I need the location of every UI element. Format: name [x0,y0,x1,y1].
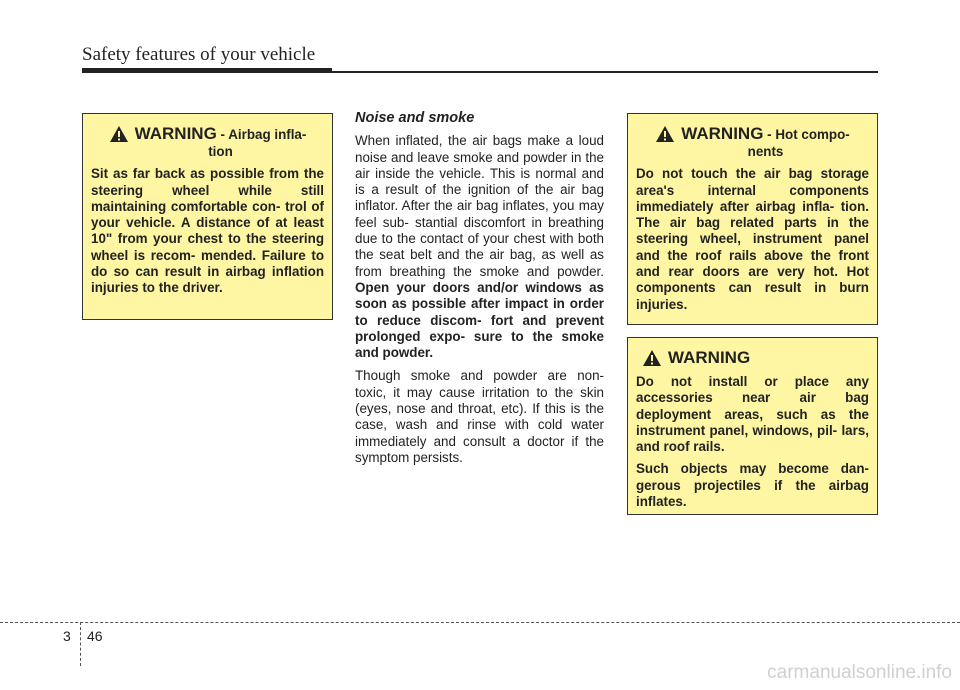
section-paragraph-1 [355,133,604,361]
warning-subtitle: - Hot compo- [767,127,850,142]
warning-triangle-icon [642,349,662,367]
section-title: Noise and smoke [355,110,475,126]
header-title: Safety features of your vehicle [82,44,316,65]
warning-heading [91,124,324,160]
header-rule-thick [82,68,332,73]
section-p1-bold: Open your doors and/or windows as soon as possible after impact in order to reduce discom- fort and prevent prolonged expo- sure to the smoke and powder. [355,279,604,361]
chapter-number: 3 [63,628,71,644]
warning-triangle-icon [655,125,675,143]
noise-and-smoke-section [355,110,604,473]
section-paragraph-2: Though smoke and powder are non- toxic, it may cause irritation to the skin (eyes, nose and throat, etc). If this is the case, wash and rinse with cold water immediately and consult a doctor if the symptom persists. [355,368,604,465]
footer-divider [0,622,960,623]
warning-label: WARNING [681,124,764,143]
warning-heading [636,124,869,160]
warning-box-hot-components [627,113,878,325]
warning-text-2: Such objects may become dan- gerous projectiles if the airbag inflates. [636,461,869,510]
watermark-text: carmanualsonline.info [767,662,952,683]
warning-box-airbag-inflation [82,113,333,320]
footer-page-separator [80,622,81,666]
warning-box-accessories [627,337,878,515]
warning-subtitle-cont: tion [208,144,233,159]
section-p1-normal: When inflated, the air bags make a loud noise and leave smoke and powder in the air inside the vehicle. This is normal and is a result of the ignition of the air bag inflator. After the air bag inflates, you may feel sub- stantial discomfort in breathing due to the contact of your chest with both the seat belt and the air bag, as well as from breathing the smoke and powder. [355,133,604,279]
page-number: 46 [87,628,103,644]
warning-subtitle: - Airbag infla- [220,127,307,142]
header-rule [82,68,878,73]
warning-triangle-icon [109,125,129,143]
header-rule-thin [332,71,878,73]
warning-label: WARNING [134,124,217,143]
warning-text: Do not touch the air bag storage area's internal components immediately after airbag infla- tion. The air bag related parts in the steering wheel, instrument panel and the roof rails above the front and rear doors are very hot. Hot components can result in burn injuries. [636,166,869,312]
warning-label: WARNING [668,348,751,367]
warning-heading [636,348,869,368]
warning-text: Sit as far back as possible from the steering wheel while still maintaining comfortable con- trol of your vehicle. A distance of at least 10" from your chest to the steering wheel is recom- mended. Failure to do so can result in airbag inflation injuries to the driver. [91,166,324,296]
warning-subtitle-cont: nents [747,144,784,159]
warning-text-1: Do not install or place any accessories near air bag deployment areas, such as the instrument panel, windows, pil- lars, and roof rails. [636,374,869,455]
